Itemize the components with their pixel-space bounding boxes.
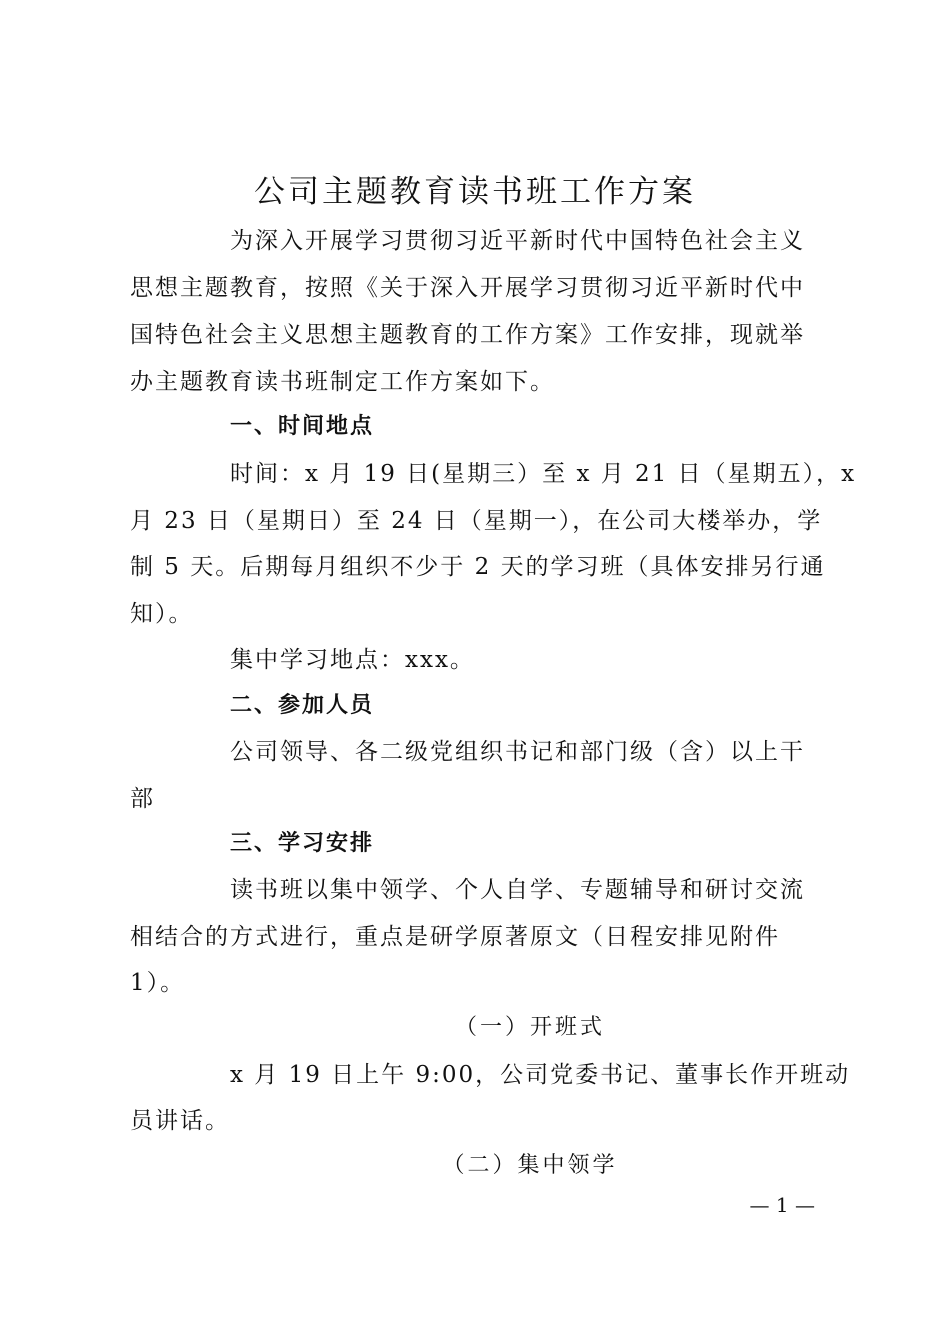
intro-line: 国特色社会主义思想主题教育的工作方案》工作安排，现就举 xyxy=(130,322,805,348)
intro-line: 思想主题教育，按照《关于深入开展学习贯彻习近平新时代中 xyxy=(130,275,805,301)
opening-ceremony-line: 员讲话。 xyxy=(130,1108,230,1134)
document-title: 公司主题教育读书班工作方案 xyxy=(254,174,696,210)
subheading-group-study: （二）集中领学 xyxy=(442,1153,618,1178)
section-heading-study-plan: 三、学习安排 xyxy=(230,831,375,856)
study-plan-line: 1）。 xyxy=(130,970,186,996)
intro-line: 为深入开展学习贯彻习近平新时代中国特色社会主义 xyxy=(230,228,805,254)
section-heading-time-location: 一、时间地点 xyxy=(230,414,375,439)
study-plan-line: 读书班以集中领学、个人自学、专题辅导和研讨交流 xyxy=(230,877,805,903)
time-line: 月 23 日（星期日）至 24 日（星期一），在公司大楼举办，学 xyxy=(130,508,823,534)
time-line: 知）。 xyxy=(130,601,194,627)
study-plan-line: 相结合的方式进行，重点是研学原著原文（日程安排见附件 xyxy=(130,924,780,950)
page-number: — 1 — xyxy=(749,1193,815,1217)
opening-ceremony-line: x 月 19 日上午 9:00，公司党委书记、董事长作开班动 xyxy=(230,1062,851,1088)
participants-line: 公司领导、各二级党组织书记和部门级（含）以上干 xyxy=(230,739,805,765)
subheading-opening-ceremony: （一）开班式 xyxy=(454,1015,605,1040)
participants-line: 部 xyxy=(130,786,155,812)
time-line: 时间：x 月 19 日(星期三）至 x 月 21 日（星期五），x xyxy=(230,461,857,487)
section-heading-participants: 二、参加人员 xyxy=(230,693,375,718)
location-line: 集中学习地点：xxx。 xyxy=(230,647,475,673)
time-line: 制 5 天。后期每月组织不少于 2 天的学习班（具体安排另行通 xyxy=(130,554,826,580)
intro-line: 办主题教育读书班制定工作方案如下。 xyxy=(130,369,555,395)
